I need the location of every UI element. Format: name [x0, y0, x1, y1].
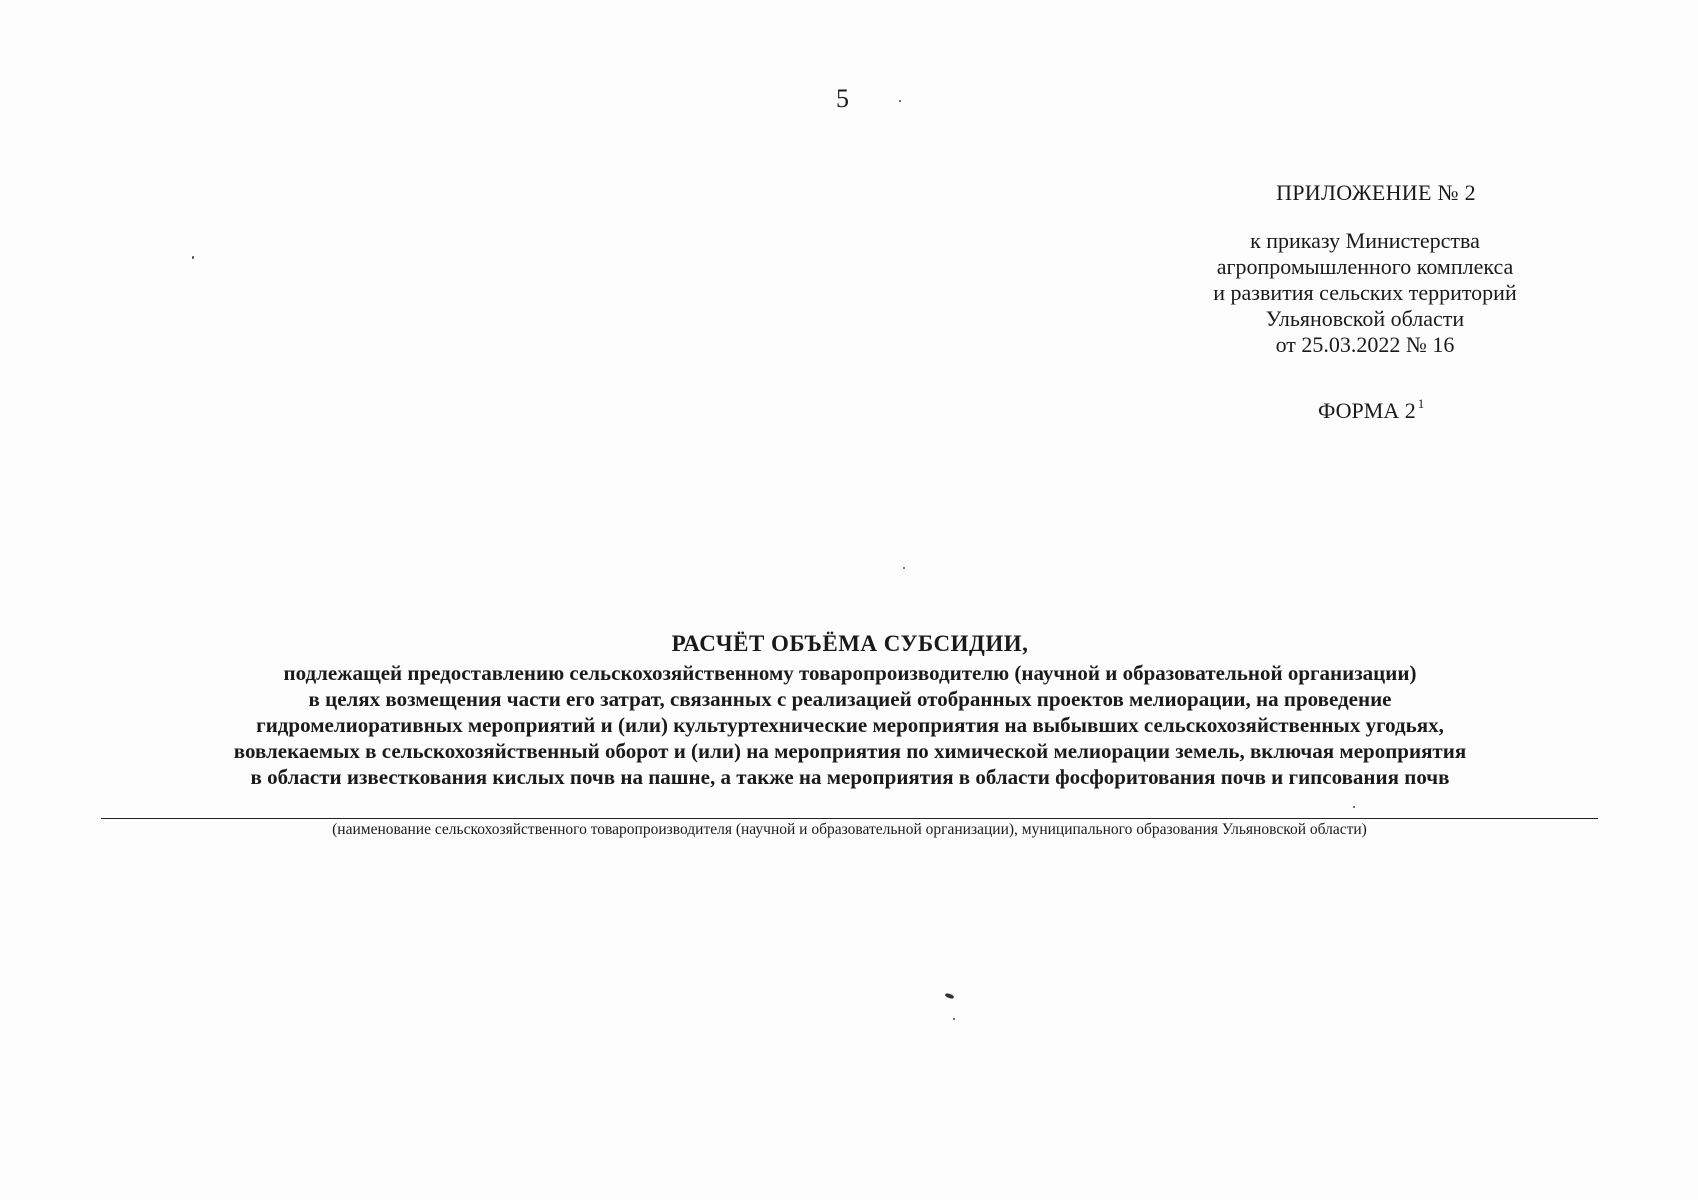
- document-heading: [60, 628, 1640, 790]
- appendix-line: и развития сельских территорий: [1213, 280, 1517, 305]
- appendix-title: ПРИЛОЖЕНИЕ № 2: [1276, 180, 1476, 205]
- appendix-line: Ульяновской области: [1265, 306, 1465, 331]
- heading-line: вовлекаемых в сельскохозяйственный оборот и (или) на мероприятия по химической мелиорации земель, включая мероприятия: [233, 739, 1467, 763]
- heading-line: гидромелиоративных мероприятий и (или) культуртехнические мероприятия на выбывших сельскохозяйственных угодьях,: [256, 713, 1444, 737]
- form-label: [1318, 390, 1424, 425]
- appendix-line: агропромышленного комплекса: [1216, 254, 1514, 279]
- scan-speck: [953, 1018, 955, 1020]
- page-number: 5: [836, 84, 849, 113]
- heading-line: в целях возмещения части его затрат, связанных с реализацией отобранных проектов мелиорации, на проведение: [308, 687, 1392, 711]
- scan-speck: [192, 256, 194, 259]
- appendix-line: к приказу Министерства: [1250, 228, 1480, 253]
- scan-speck: [899, 100, 901, 102]
- scan-speck: [1353, 806, 1355, 808]
- form-label-superscript: 1: [1417, 396, 1425, 411]
- scan-speck: [945, 993, 955, 1000]
- fill-in-rule: [101, 818, 1598, 819]
- heading-line: в области известкования кислых почв на пашне, а также на мероприятия в области фосфоритования почв и гипсования почв: [250, 765, 1450, 789]
- rule-caption: (наименование сельскохозяйственного товаропроизводителя (научной и образовательной организации), муниципального образования Ульяновской области): [332, 821, 1367, 838]
- heading-title: РАСЧЁТ ОБЪЁМА СУБСИДИИ,: [671, 631, 1029, 656]
- form-label-text: ФОРМА 2: [1318, 398, 1416, 423]
- appendix-block: [1180, 178, 1550, 358]
- heading-line: подлежащей предоставлению сельскохозяйственному товаропроизводителю (научной и образовательной организации): [283, 661, 1417, 685]
- appendix-line: от 25.03.2022 № 16: [1275, 332, 1455, 357]
- scan-speck: [903, 567, 905, 569]
